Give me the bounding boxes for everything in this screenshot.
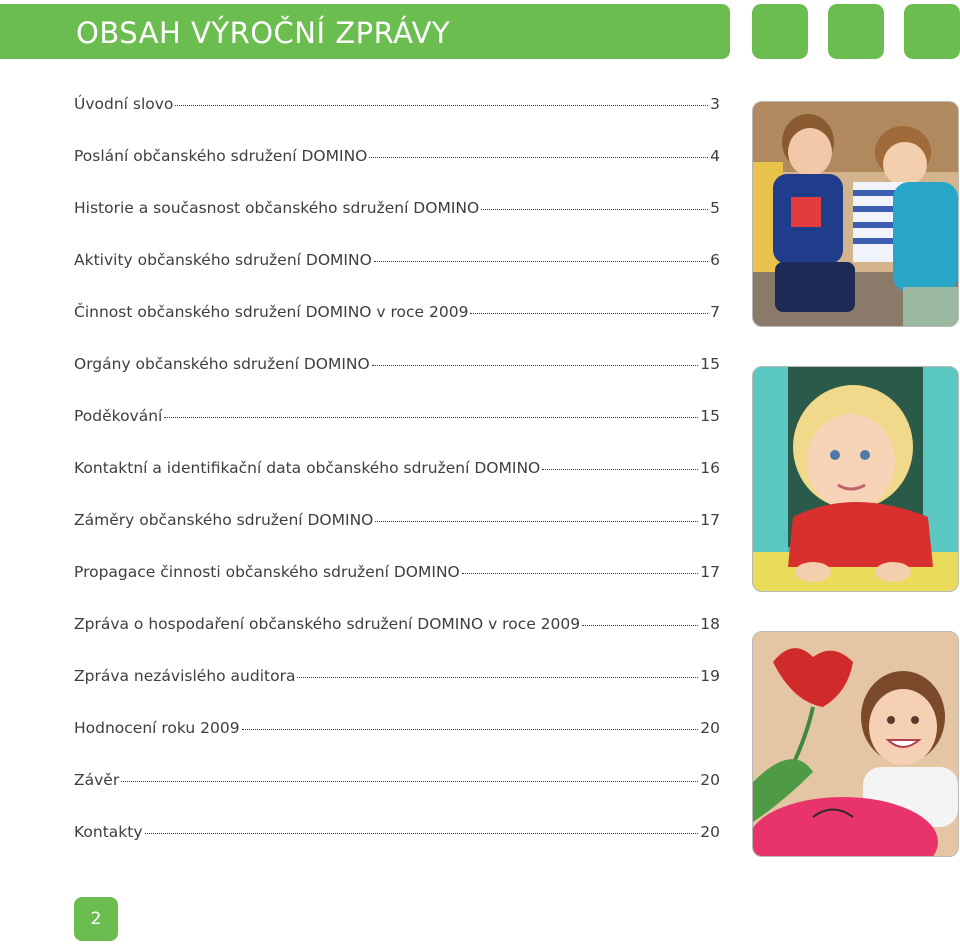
- toc-entry-title: Zpráva o hospodaření občanského sdružení DOMINO v roce 2009: [74, 615, 581, 633]
- page-title: OBSAH VÝROČNÍ ZPRÁVY: [76, 16, 451, 50]
- toc-entry-page: 15: [700, 355, 720, 373]
- table-of-contents: [74, 95, 720, 875]
- decorative-square-3: [904, 4, 960, 59]
- toc-entry-page: 5: [710, 199, 720, 217]
- toc-entry[interactable]: [74, 563, 720, 615]
- decorative-square-2: [828, 4, 884, 59]
- dot-leader: [297, 677, 698, 678]
- toc-entry-title: Záměry občanského sdružení DOMINO: [74, 511, 374, 529]
- dot-leader: [372, 365, 699, 366]
- toc-entry-page: 18: [700, 615, 720, 633]
- toc-entry[interactable]: [74, 719, 720, 771]
- page-number: 2: [90, 909, 102, 929]
- toc-entry[interactable]: [74, 459, 720, 511]
- toc-entry-page: 17: [700, 511, 720, 529]
- toc-entry[interactable]: [74, 771, 720, 823]
- toc-entry[interactable]: [74, 199, 720, 251]
- dot-leader: [542, 469, 698, 470]
- dot-leader: [121, 781, 698, 782]
- toc-entry-page: 6: [710, 251, 720, 269]
- toc-entry-page: 7: [710, 303, 720, 321]
- toc-entry[interactable]: [74, 355, 720, 407]
- toc-entry[interactable]: [74, 407, 720, 459]
- toc-entry-page: 20: [700, 823, 720, 841]
- dot-leader: [481, 209, 708, 210]
- toc-entry[interactable]: [74, 251, 720, 303]
- page-number-badge: [74, 897, 118, 941]
- toc-entry-title: Historie a současnost občanského sdružení DOMINO: [74, 199, 480, 217]
- dot-leader: [242, 729, 699, 730]
- toc-entry[interactable]: [74, 147, 720, 199]
- toc-entry[interactable]: [74, 823, 720, 875]
- toc-entry-page: 15: [700, 407, 720, 425]
- toc-entry-title: Úvodní slovo: [74, 95, 174, 113]
- dot-leader: [462, 573, 699, 574]
- toc-entry-page: 17: [700, 563, 720, 581]
- toc-entry-page: 16: [700, 459, 720, 477]
- toc-entry-title: Aktivity občanského sdružení DOMINO: [74, 251, 372, 269]
- toc-entry[interactable]: [74, 95, 720, 147]
- toc-entry-page: 3: [710, 95, 720, 113]
- dot-leader: [369, 157, 708, 158]
- dot-leader: [582, 625, 698, 626]
- toc-entry[interactable]: [74, 667, 720, 719]
- toc-entry-page: 19: [700, 667, 720, 685]
- toc-entry-title: Kontakty: [74, 823, 143, 841]
- photo-boys: [752, 101, 959, 327]
- dot-leader: [164, 417, 698, 418]
- toc-entry-page: 20: [700, 719, 720, 737]
- dot-leader: [374, 261, 708, 262]
- decorative-square-1: [752, 4, 808, 59]
- toc-entry-title: Závěr: [74, 771, 120, 789]
- dot-leader: [145, 833, 699, 834]
- dot-leader: [470, 313, 708, 314]
- dot-leader: [175, 105, 708, 106]
- toc-entry-title: Poslání občanského sdružení DOMINO: [74, 147, 368, 165]
- toc-entry[interactable]: [74, 615, 720, 667]
- toc-entry-title: Hodnocení roku 2009: [74, 719, 240, 737]
- toc-entry-title: Činnost občanského sdružení DOMINO v roce 2009: [74, 303, 469, 321]
- toc-entry-title: Poděkování: [74, 407, 163, 425]
- header-bar: [0, 4, 730, 59]
- dot-leader: [375, 521, 698, 522]
- toc-entry[interactable]: [74, 511, 720, 563]
- toc-entry-page: 20: [700, 771, 720, 789]
- toc-entry-page: 4: [710, 147, 720, 165]
- toc-entry-title: Zpráva nezávislého auditora: [74, 667, 296, 685]
- toc-entry-title: Orgány občanského sdružení DOMINO: [74, 355, 370, 373]
- toc-entry[interactable]: [74, 303, 720, 355]
- toc-entry-title: Kontaktní a identifikační data občanského sdružení DOMINO: [74, 459, 541, 477]
- photo-girl-window: [752, 366, 959, 592]
- photo-girl-balloon: [752, 631, 959, 857]
- toc-entry-title: Propagace činnosti občanského sdružení DOMINO: [74, 563, 460, 581]
